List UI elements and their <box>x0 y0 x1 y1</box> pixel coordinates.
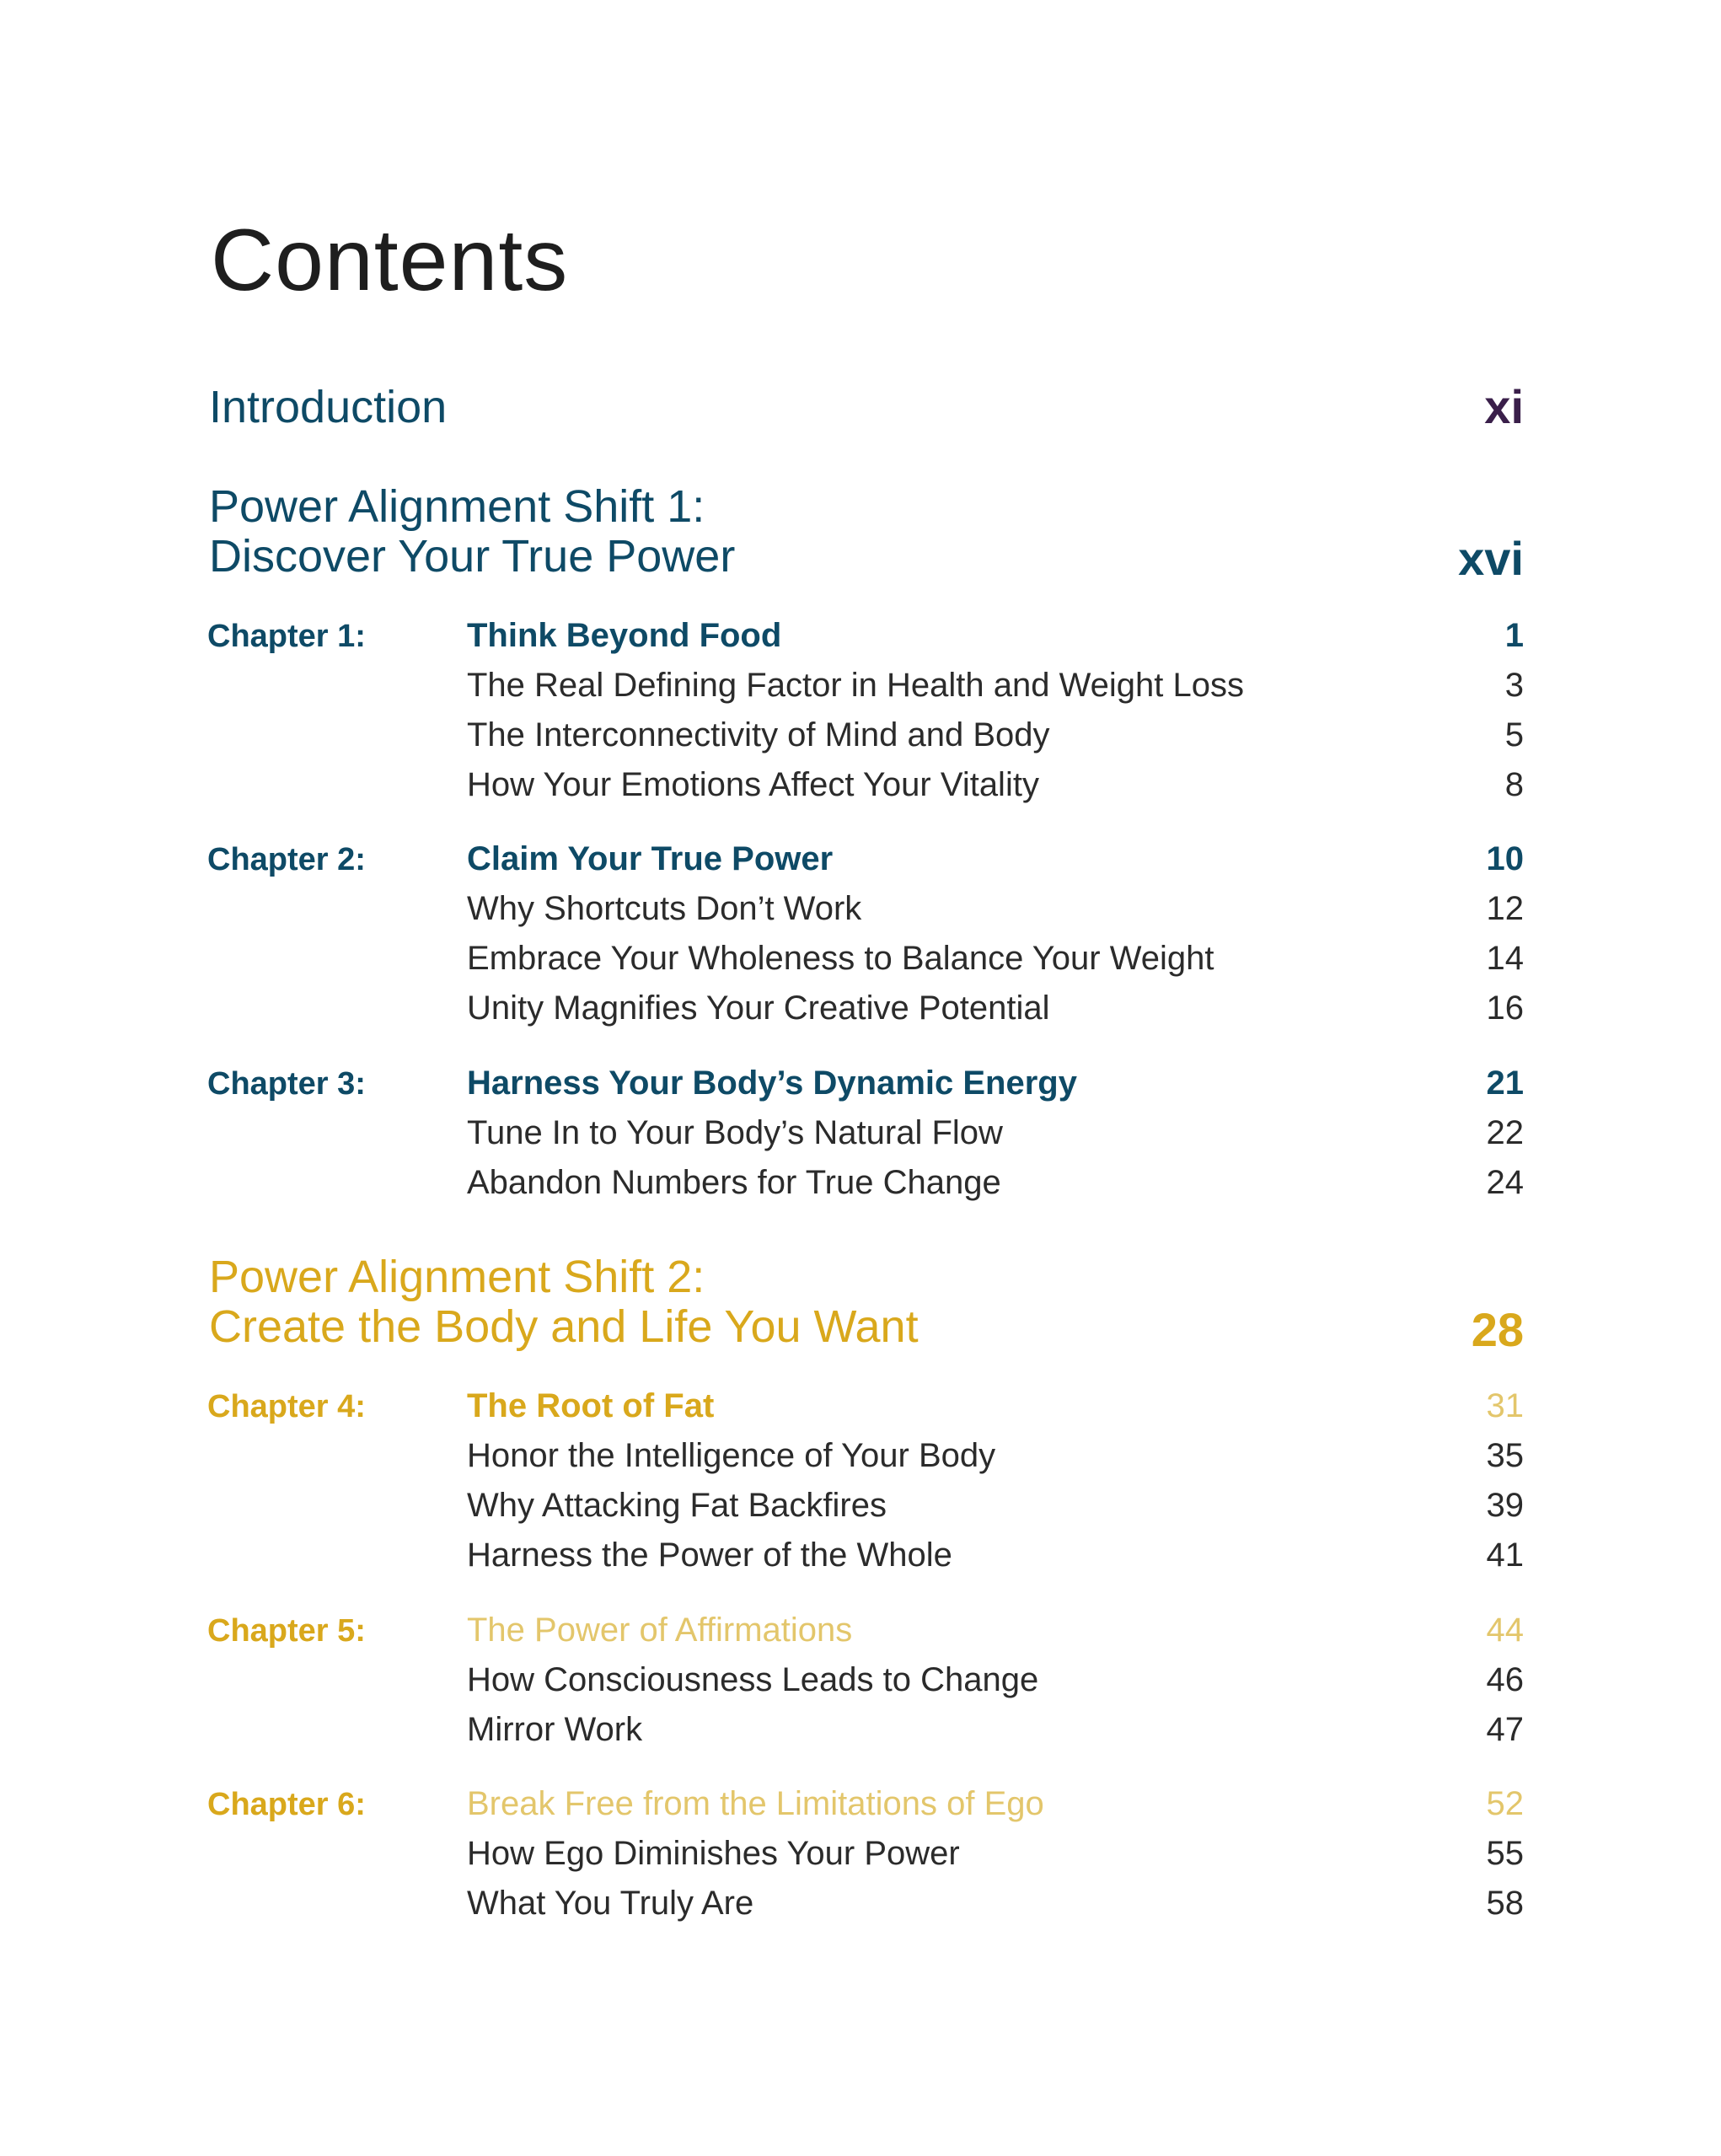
chapter-title: Claim Your True Power <box>467 840 834 877</box>
section-page: 12 <box>1486 890 1524 927</box>
section-row[interactable] <box>0 662 1721 711</box>
section-page: 8 <box>1504 766 1524 803</box>
section-title: Unity Magnifies Your Creative Potential <box>467 990 1050 1027</box>
chapter-page: 21 <box>1486 1065 1524 1102</box>
section-title: Mirror Work <box>467 1711 643 1748</box>
chapter-title: Harness Your Body’s Dynamic Energy <box>467 1065 1077 1102</box>
introduction-page: xi <box>1484 380 1524 433</box>
section-page: 16 <box>1486 990 1524 1027</box>
section-title: How Your Emotions Affect Your Vitality <box>467 766 1039 803</box>
section-row[interactable] <box>0 1159 1721 1209</box>
chapter-title: Think Beyond Food <box>467 617 782 654</box>
shift-2-heading <box>209 1252 919 1352</box>
chapter-label: Chapter 1: <box>207 619 366 654</box>
section-page: 47 <box>1486 1711 1524 1748</box>
shift-2-line1: Power Alignment Shift 2: <box>209 1252 705 1302</box>
chapter-3 <box>0 1059 1721 1209</box>
section-title: How Ego Diminishes Your Power <box>467 1835 960 1872</box>
section-row[interactable] <box>0 1706 1721 1756</box>
section-row[interactable] <box>0 761 1721 811</box>
shift-2-line2: Create the Body and Life You Want <box>209 1301 919 1352</box>
chapter-4 <box>0 1382 1721 1581</box>
section-row[interactable] <box>0 1656 1721 1706</box>
chapter-1 <box>0 612 1721 811</box>
shift-2-page: 28 <box>1471 1303 1524 1356</box>
introduction-label: Introduction <box>209 382 448 432</box>
chapter-6 <box>0 1780 1721 1929</box>
section-row[interactable] <box>0 1531 1721 1581</box>
section-page: 24 <box>1486 1164 1524 1201</box>
section-page: 22 <box>1486 1114 1524 1151</box>
section-row[interactable] <box>0 935 1721 984</box>
section-title: How Consciousness Leads to Change <box>467 1661 1039 1698</box>
section-title: Why Attacking Fat Backfires <box>467 1487 887 1524</box>
section-row[interactable] <box>0 984 1721 1034</box>
chapter-title: Break Free from the Limitations of Ego <box>467 1785 1044 1822</box>
chapter-row[interactable] <box>0 1780 1721 1830</box>
section-page: 5 <box>1504 716 1524 754</box>
chapter-label: Chapter 4: <box>207 1389 366 1424</box>
section-row[interactable] <box>0 1830 1721 1880</box>
section-page: 41 <box>1486 1537 1524 1574</box>
section-page: 35 <box>1486 1437 1524 1474</box>
chapter-page: 52 <box>1486 1785 1524 1822</box>
chapter-label: Chapter 6: <box>207 1787 366 1822</box>
chapter-row[interactable] <box>0 1606 1721 1656</box>
section-row[interactable] <box>0 1482 1721 1531</box>
chapter-page: 10 <box>1486 840 1524 877</box>
page-title: Contents <box>211 212 569 309</box>
section-row[interactable] <box>0 711 1721 761</box>
shift-1-heading <box>209 482 735 582</box>
section-row[interactable] <box>0 885 1721 935</box>
chapter-5 <box>0 1606 1721 1756</box>
chapter-row[interactable] <box>0 1382 1721 1432</box>
section-title: Why Shortcuts Don’t Work <box>467 890 862 927</box>
chapter-title: The Power of Affirmations <box>467 1612 853 1649</box>
chapter-label: Chapter 5: <box>207 1613 366 1649</box>
section-title: Honor the Intelligence of Your Body <box>467 1437 996 1474</box>
section-page: 46 <box>1486 1661 1524 1698</box>
section-title: What You Truly Are <box>467 1885 754 1922</box>
section-page: 39 <box>1486 1487 1524 1524</box>
section-title: Harness the Power of the Whole <box>467 1537 952 1574</box>
section-page: 55 <box>1486 1835 1524 1872</box>
section-title: The Real Defining Factor in Health and Weight Loss <box>467 667 1244 704</box>
chapter-title: The Root of Fat <box>467 1387 715 1424</box>
chapter-label: Chapter 3: <box>207 1066 366 1102</box>
section-title: Tune In to Your Body’s Natural Flow <box>467 1114 1003 1151</box>
chapter-page: 31 <box>1486 1387 1524 1424</box>
section-row[interactable] <box>0 1109 1721 1159</box>
chapter-page: 1 <box>1504 617 1524 654</box>
shift-1-line2: Discover Your True Power <box>209 531 736 582</box>
section-row[interactable] <box>0 1432 1721 1482</box>
chapter-row[interactable] <box>0 1059 1721 1109</box>
section-page: 3 <box>1504 667 1524 704</box>
chapter-row[interactable] <box>0 835 1721 885</box>
chapter-row[interactable] <box>0 612 1721 662</box>
section-page: 14 <box>1486 940 1524 977</box>
section-page: 58 <box>1486 1885 1524 1922</box>
shift-1-page: xvi <box>1458 532 1524 585</box>
chapter-page: 44 <box>1486 1612 1524 1649</box>
shift-1-line1: Power Alignment Shift 1: <box>209 481 705 532</box>
section-title: The Interconnectivity of Mind and Body <box>467 716 1050 754</box>
chapter-2 <box>0 835 1721 1034</box>
section-title: Abandon Numbers for True Change <box>467 1164 1001 1201</box>
section-title: Embrace Your Wholeness to Balance Your Weight <box>467 940 1214 977</box>
section-row[interactable] <box>0 1880 1721 1929</box>
chapter-label: Chapter 2: <box>207 842 366 877</box>
